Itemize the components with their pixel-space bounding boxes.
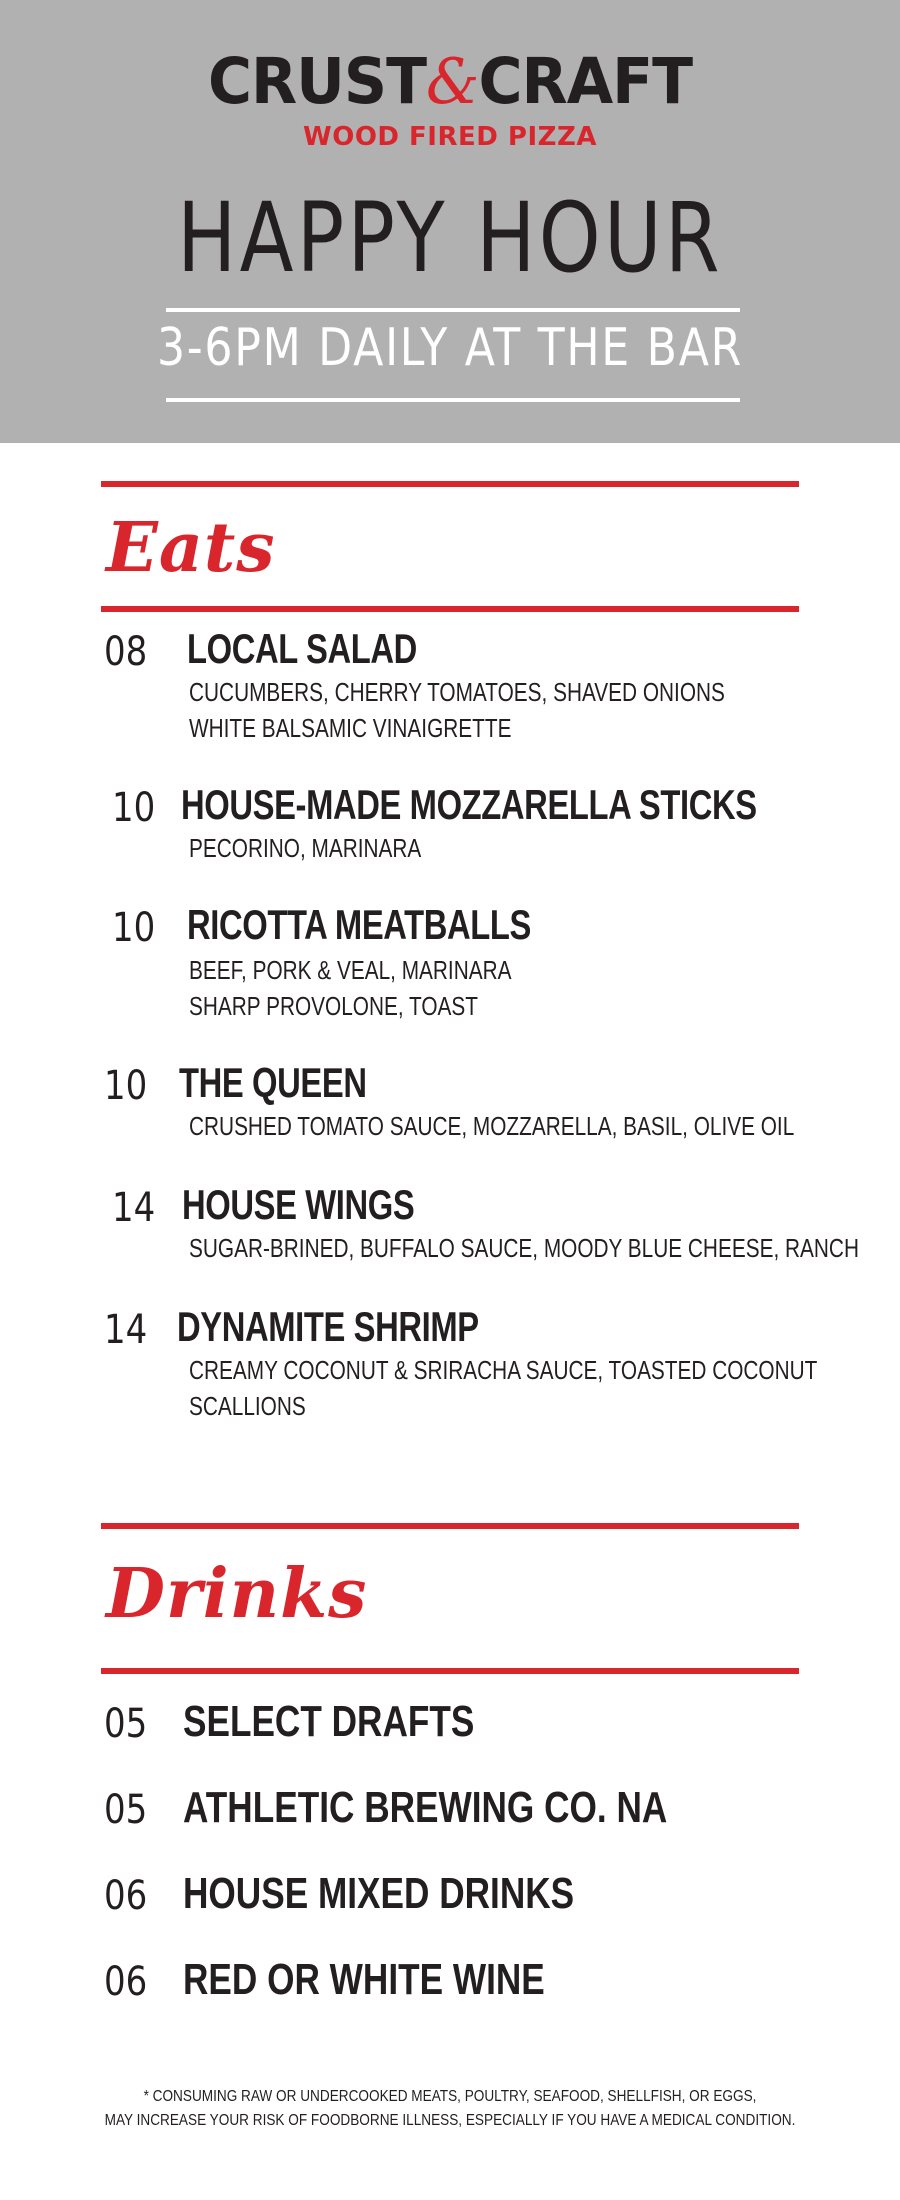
- title-divider-top: [166, 308, 740, 312]
- item-price: 10: [112, 905, 156, 951]
- item-description: SUGAR-BRINED, BUFFALO SAUCE, MOODY BLUE CHEESE, RANCH: [189, 1233, 859, 1263]
- disclaimer: [0, 2085, 900, 2133]
- drink-price: 05: [104, 1787, 148, 1833]
- item-description: CRUSHED TOMATO SAUCE, MOZZARELLA, BASIL, OLIVE OIL: [189, 1111, 795, 1141]
- item-description: PECORINO, MARINARA: [189, 833, 422, 863]
- header-banner: [0, 0, 900, 443]
- drink-name: ATHLETIC BREWING CO. NA: [183, 1783, 668, 1832]
- item-description: BEEF, PORK & VEAL, MARINARA: [189, 955, 512, 985]
- eats-rule-top: [101, 481, 799, 487]
- brand-ampersand: &: [426, 45, 479, 119]
- brand-name-left: CRUST: [207, 45, 427, 119]
- drink-name: HOUSE MIXED DRINKS: [183, 1869, 575, 1918]
- drink-price: 05: [104, 1701, 148, 1747]
- eats-section-title: Eats: [106, 508, 276, 588]
- drink-price: 06: [104, 1873, 148, 1919]
- item-name: THE QUEEN: [179, 1059, 367, 1106]
- drinks-rule-top: [101, 1523, 799, 1529]
- item-name: DYNAMITE SHRIMP: [177, 1303, 479, 1350]
- item-name: LOCAL SALAD: [187, 625, 417, 672]
- drinks-section-title: Drinks: [106, 1554, 368, 1634]
- item-description: SHARP PROVOLONE, TOAST: [189, 991, 478, 1021]
- brand-name-right: CRAFT: [478, 45, 693, 119]
- title-divider-bottom: [166, 398, 740, 402]
- item-description: WHITE BALSAMIC VINAIGRETTE: [189, 713, 512, 743]
- item-price: 14: [112, 1185, 156, 1231]
- item-price: 08: [104, 629, 148, 675]
- eats-rule-bottom: [101, 606, 799, 612]
- item-description: CUCUMBERS, CHERRY TOMATOES, SHAVED ONIONS: [189, 677, 725, 707]
- page-title: HAPPY HOUR: [177, 182, 723, 294]
- drink-name: SELECT DRAFTS: [183, 1697, 475, 1746]
- item-name: HOUSE WINGS: [182, 1181, 415, 1228]
- page-subtitle: 3-6PM DAILY AT THE BAR: [156, 318, 744, 378]
- item-price: 10: [112, 785, 156, 831]
- brand-subtitle: WOOD FIRED PIZZA: [303, 122, 597, 152]
- drinks-rule-bottom: [101, 1668, 799, 1674]
- item-name: HOUSE-MADE MOZZARELLA STICKS: [181, 781, 757, 828]
- item-name: RICOTTA MEATBALLS: [187, 901, 531, 948]
- disclaimer-line: MAY INCREASE YOUR RISK OF FOODBORNE ILLNESS, ESPECIALLY IF YOU HAVE A MEDICAL CONDITION.: [104, 2112, 796, 2129]
- brand-logo: [0, 45, 900, 119]
- item-description: SCALLIONS: [189, 1391, 306, 1421]
- item-price: 14: [104, 1307, 148, 1353]
- item-description: CREAMY COCONUT & SRIRACHA SAUCE, TOASTED COCONUT: [189, 1355, 818, 1385]
- drink-name: RED OR WHITE WINE: [183, 1955, 545, 2004]
- disclaimer-line: * CONSUMING RAW OR UNDERCOOKED MEATS, POULTRY, SEAFOOD, SHELLFISH, OR EGGS,: [143, 2088, 757, 2105]
- item-price: 10: [104, 1063, 148, 1109]
- drink-price: 06: [104, 1959, 148, 2005]
